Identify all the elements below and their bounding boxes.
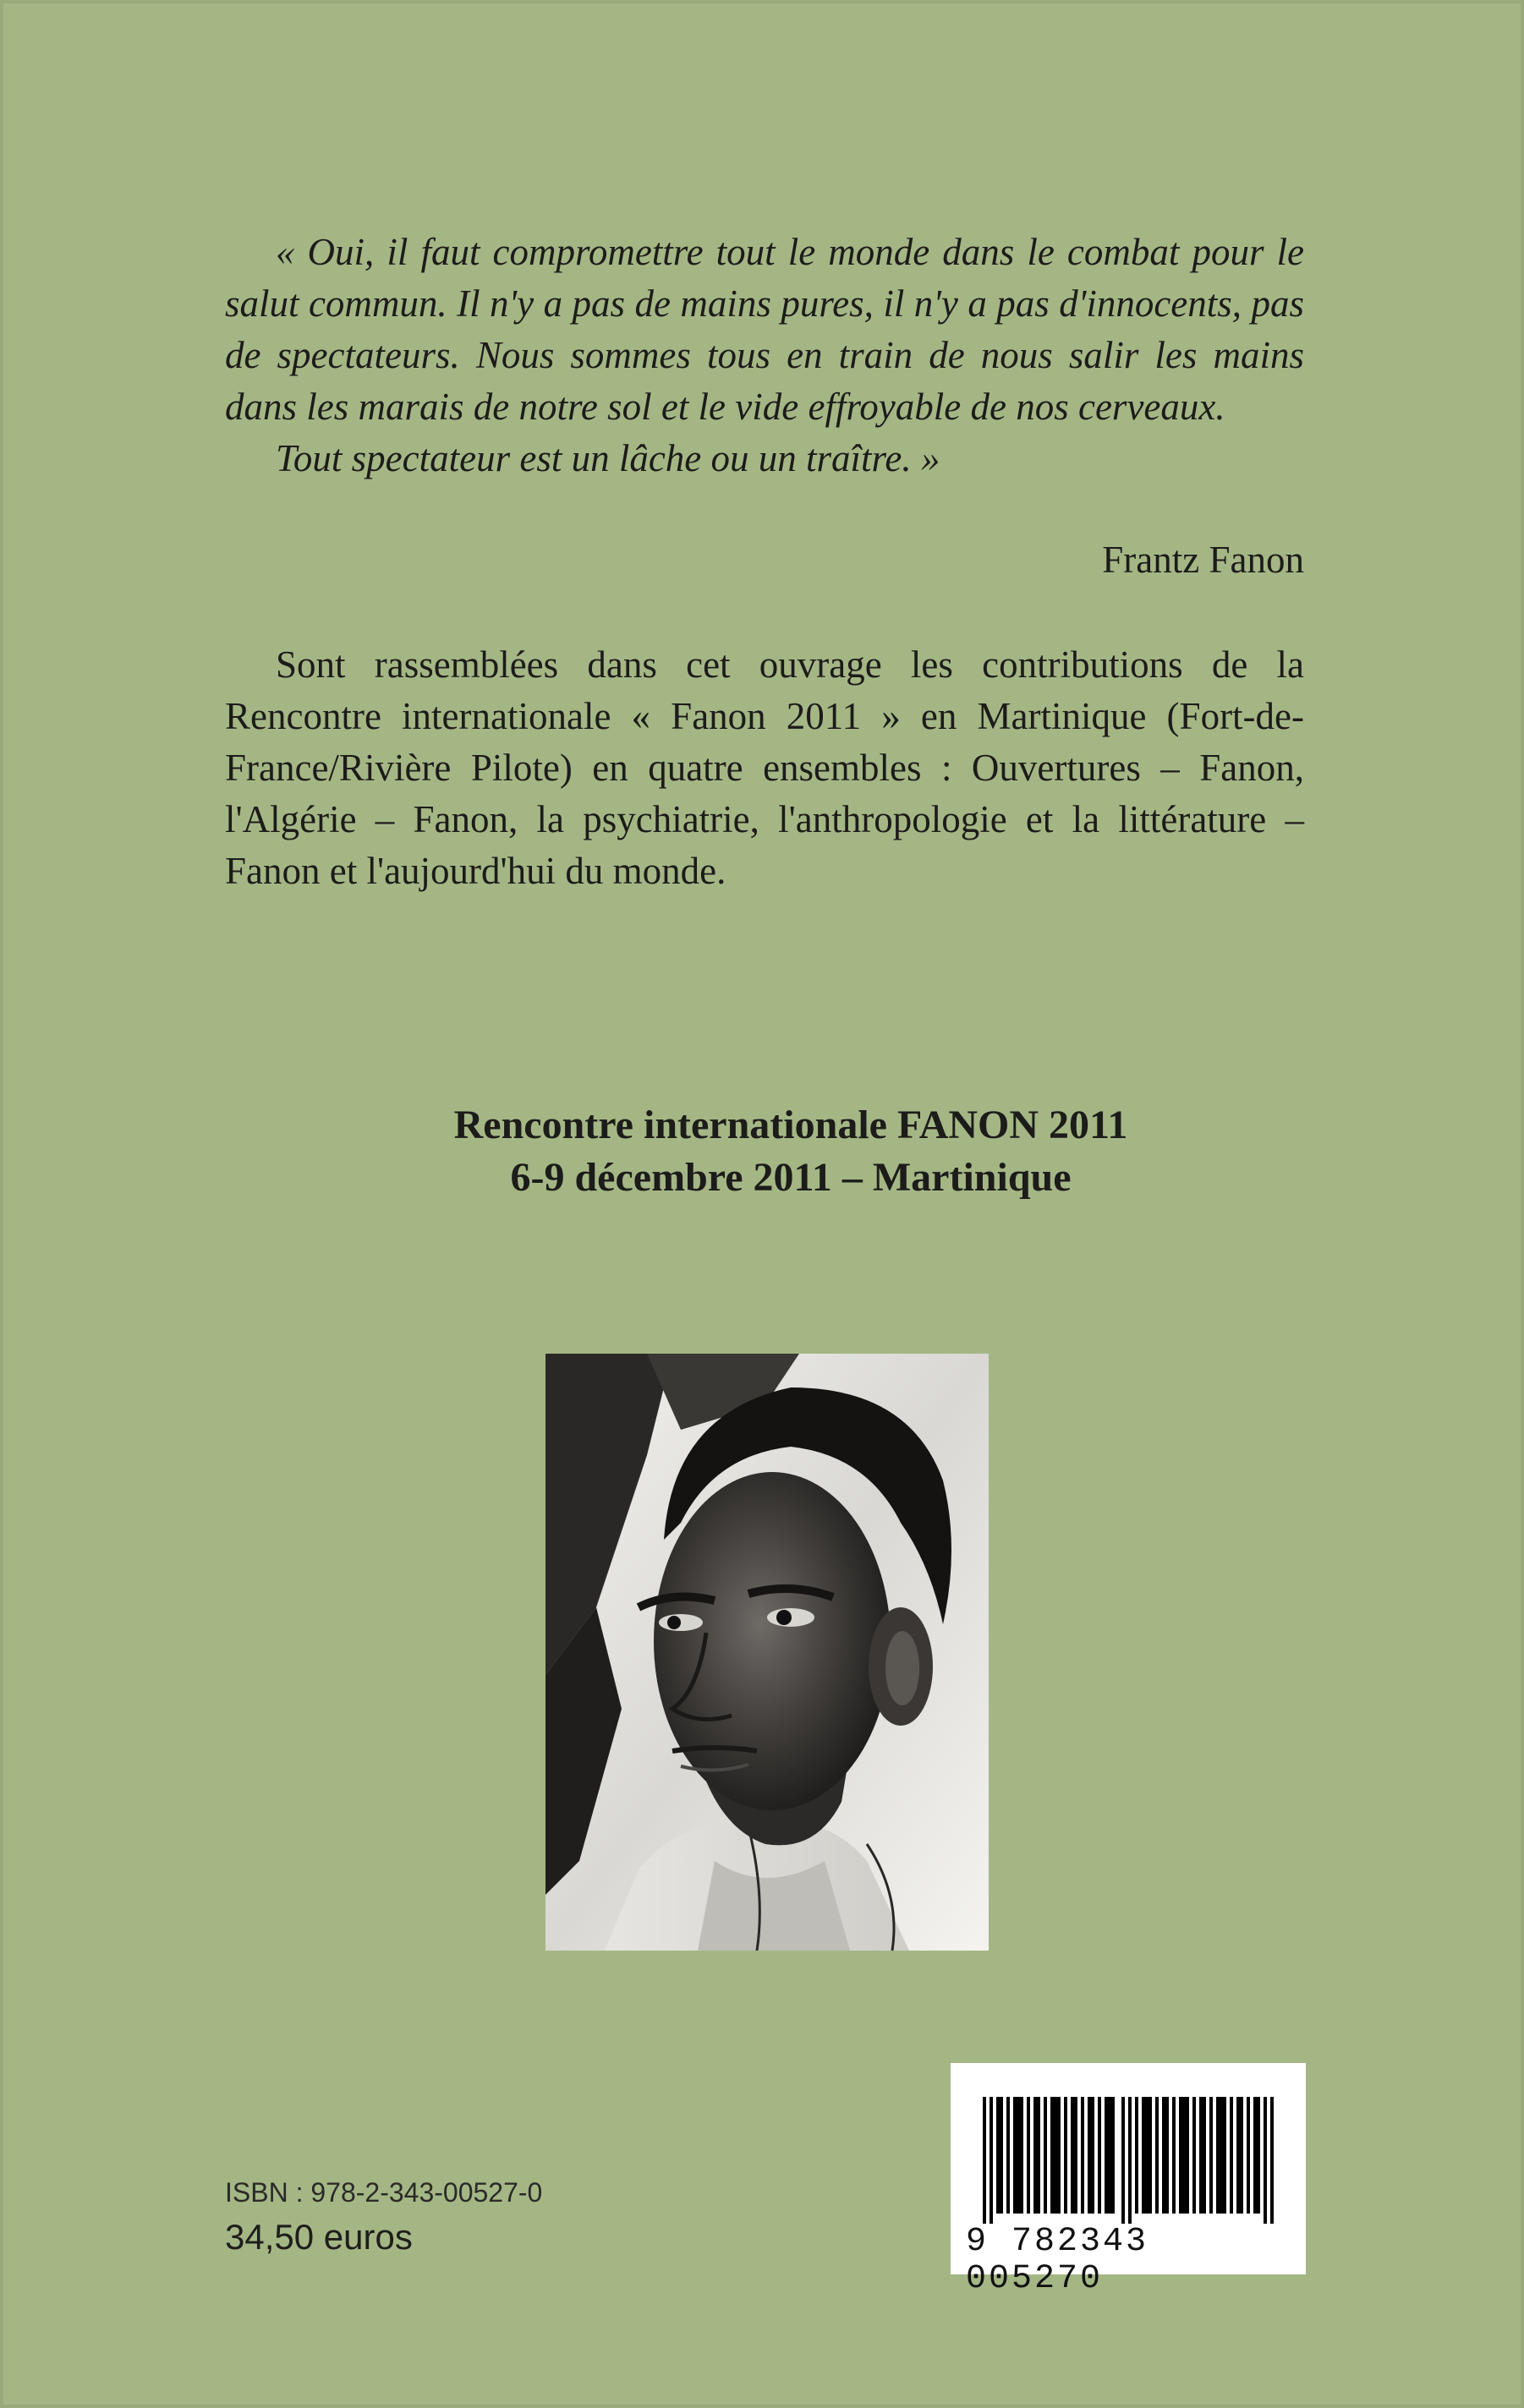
portrait-illustration [545, 1354, 989, 1951]
event-dates: 6-9 décembre 2011 – Martinique [510, 1155, 1072, 1200]
barcode-bars [983, 2097, 1274, 2224]
book-price: 34,50 euros [225, 2217, 413, 2257]
book-summary: Sont rassemblées dans cet ouvrage les contributions de la Rencontre internationale « Fanon 2011 » en Martinique (Fort-de-France/Rivière Pilote) en quatre ensembles : Ouvertures – Fanon, l'Algérie – Fanon, la psychiatrie, l'anthropologie et la littérature – Fanon et l'aujourd'hui du monde. [225, 643, 1304, 892]
quote-author: Frantz Fanon [1102, 539, 1304, 581]
isbn-number: ISBN : 978-2-343-00527-0 [225, 2177, 543, 2208]
event-title: Rencontre internationale FANON 2011 [453, 1103, 1128, 1147]
quote-paragraph-1: « Oui, il faut compromettre tout le monde dans le combat pour le salut commun. Il n'y a pas de mains pures, il n'y a pas d'innocents, pas de spectateurs. Nous sommes tous en train de nous salir les mains dans les marais de notre sol et le vide effroyable de nos cerveaux. [225, 231, 1304, 428]
event-title-block [0, 1099, 1524, 1204]
epigraph-quote [225, 227, 1304, 484]
barcode-digits: 9 782343 005270 [966, 2223, 1149, 2298]
author-portrait-photo [545, 1354, 989, 1951]
barcode [951, 2063, 1306, 2298]
quote-paragraph-2: Tout spectateur est un lâche ou un traître. » [276, 437, 940, 479]
